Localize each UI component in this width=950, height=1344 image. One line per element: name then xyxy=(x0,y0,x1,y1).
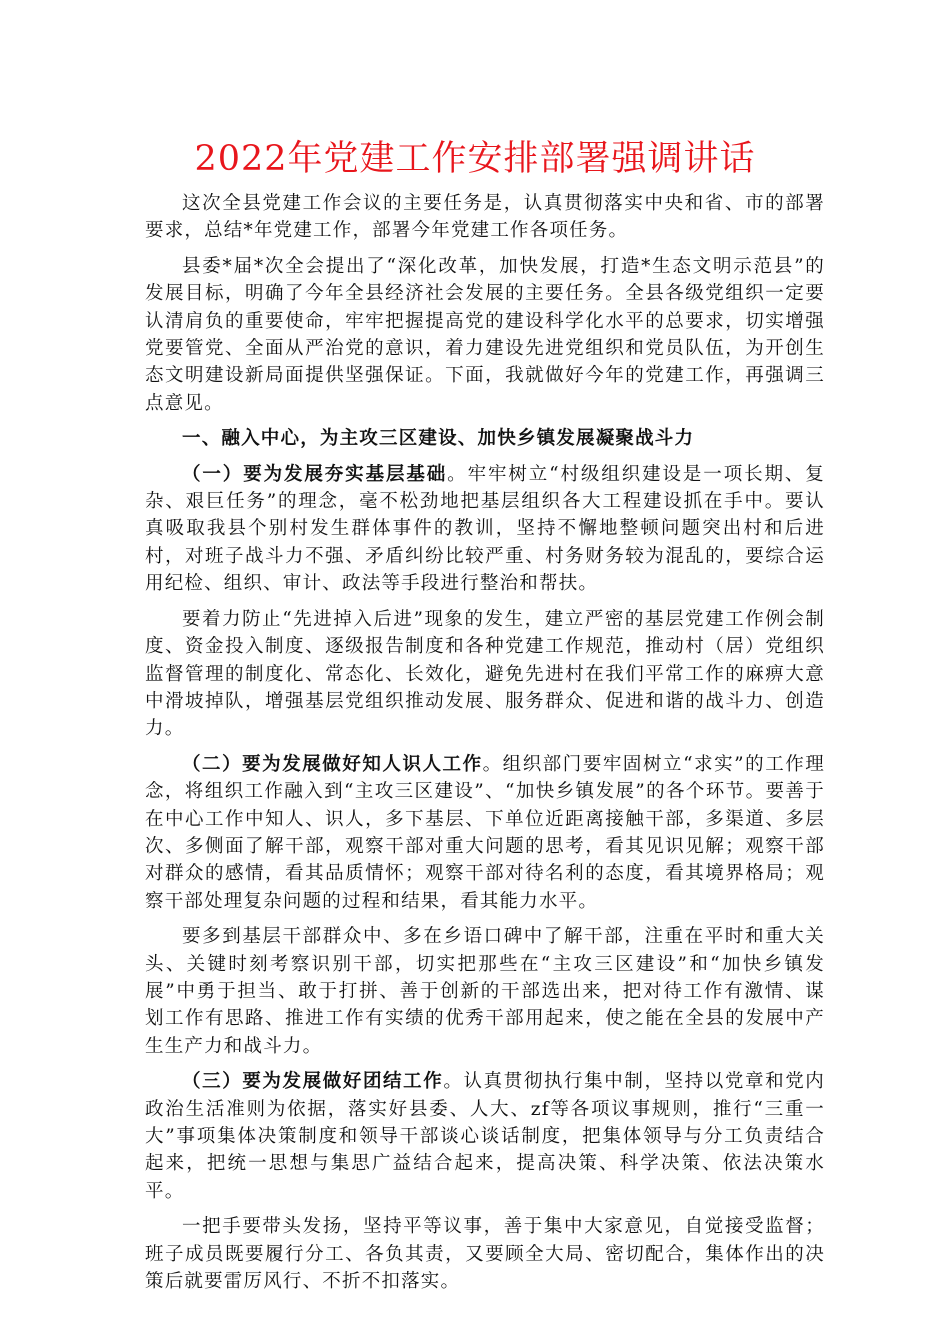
subsection-1-text: 。牢牢树立“村级组织建设是一项长期、复杂、艰巨任务”的理念，毫不松劲地把基层组织各大工程建设抓在手中。要认真吸取我县个别村发生群体事件的教训，坚持不懈地整顿问题突出村和后进村，对班子战斗力不强、矛盾纠纷比较严重、村务财务较为混乱的，要综合运用纪检、组织、审计、政法等手段进行整治和帮扶。 xyxy=(145,463,825,595)
subsection-2-follow-paragraph: 要多到基层干部群众中、多在乡语口碑中了解干部，注重在平时和重大关头、关键时刻考察识别干部，切实把那些在“主攻三区建设”和“加快乡镇发展”中勇于担当、敢于打拼、善于创新的干部选出来，把对待工作有激情、谋划工作有思路、推进工作有实绩的优秀干部用起来，使之能在全县的发展中产生生产力和战斗力。 xyxy=(145,926,825,1057)
intro-paragraph-2: 县委*届*次全会提出了“深化改革，加快发展，打造*生态文明示范县”的发展目标，明确了今年全县经济社会发展的主要任务。全县各级党组织一定要认清肩负的重要使命，牢牢把握提高党的建设科学化水平的总要求，切实增强党要管党、全面从严治党的意识，着力建设先进党组织和党员队伍，为开创生态文明建设新局面提供坚强保证。下面，我就做好今年的党建工作，再强调三点意见。 xyxy=(145,255,825,414)
subsection-1-follow-paragraph: 要着力防止“先进掉入后进”现象的发生，建立严密的基层党建工作例会制度、资金投入制度、逐级报告制度和各种党建工作规范，推动村（居）党组织监督管理的制度化、常态化、长效化，避免先进村在我们平常工作的麻痹大意中滑坡掉队，增强基层党组织推动发展、服务群众、促进和谐的战斗力、创造力。 xyxy=(145,608,825,740)
subsection-1-lead: （一）要为发展夯实基层基础 xyxy=(182,463,448,485)
subsection-2-paragraph xyxy=(145,751,825,915)
subsection-1-paragraph xyxy=(145,461,825,598)
document-body xyxy=(145,190,825,1303)
subsection-3-lead: （三）要为发展做好团结工作 xyxy=(182,1071,444,1093)
subsection-3-text: 。认真贯彻执行集中制，坚持以党章和党内政治生活准则为依据，落实好县委、人大、zf等各项议事规则，推行“三重一大”事项集体决策制度和领导干部谈心谈话制度，把集体领导与分工负责结合起来，把统一思想与集思广益结合起来，提高决策、科学决策、依法决策水平。 xyxy=(145,1071,825,1202)
intro-paragraph-1: 这次全县党建工作会议的主要任务是，认真贯彻落实中央和省、市的部署要求，总结*年党建工作，部署今年党建工作各项任务。 xyxy=(145,193,825,242)
subsection-2-lead: （二）要为发展做好知人识人工作 xyxy=(182,753,483,775)
subsection-3-paragraph xyxy=(145,1068,825,1205)
subsection-3-follow-paragraph: 一把手要带头发扬，坚持平等议事，善于集中大家意见，自觉接受监督；班子成员既要履行分工、各负其责，又要顾全大局、密切配合，集体作出的决策后就要雷厉风行、不折不扣落实。 xyxy=(145,1216,825,1293)
document-title: 2022年党建工作安排部署强调讲话 xyxy=(194,139,756,179)
section-heading-1: 一、融入中心，为主攻三区建设、加快乡镇发展凝聚战斗力 xyxy=(182,428,695,450)
subsection-2-text: 。组织部门要牢固树立“求实”的工作理念，将组织工作融入到“主攻三区建设”、“加快乡镇发展”的各个环节。要善于在中心工作中知人、识人，多下基层、下单位近距离接触干部，多渠道、多层次、多侧面了解干部，观察干部对重大问题的思考，看其见识见解；观察干部对群众的感情，看其品质情怀；观察干部对待名利的态度，看其境界格局；观察干部处理复杂问题的过程和结果，看其能力水平。 xyxy=(145,753,825,912)
